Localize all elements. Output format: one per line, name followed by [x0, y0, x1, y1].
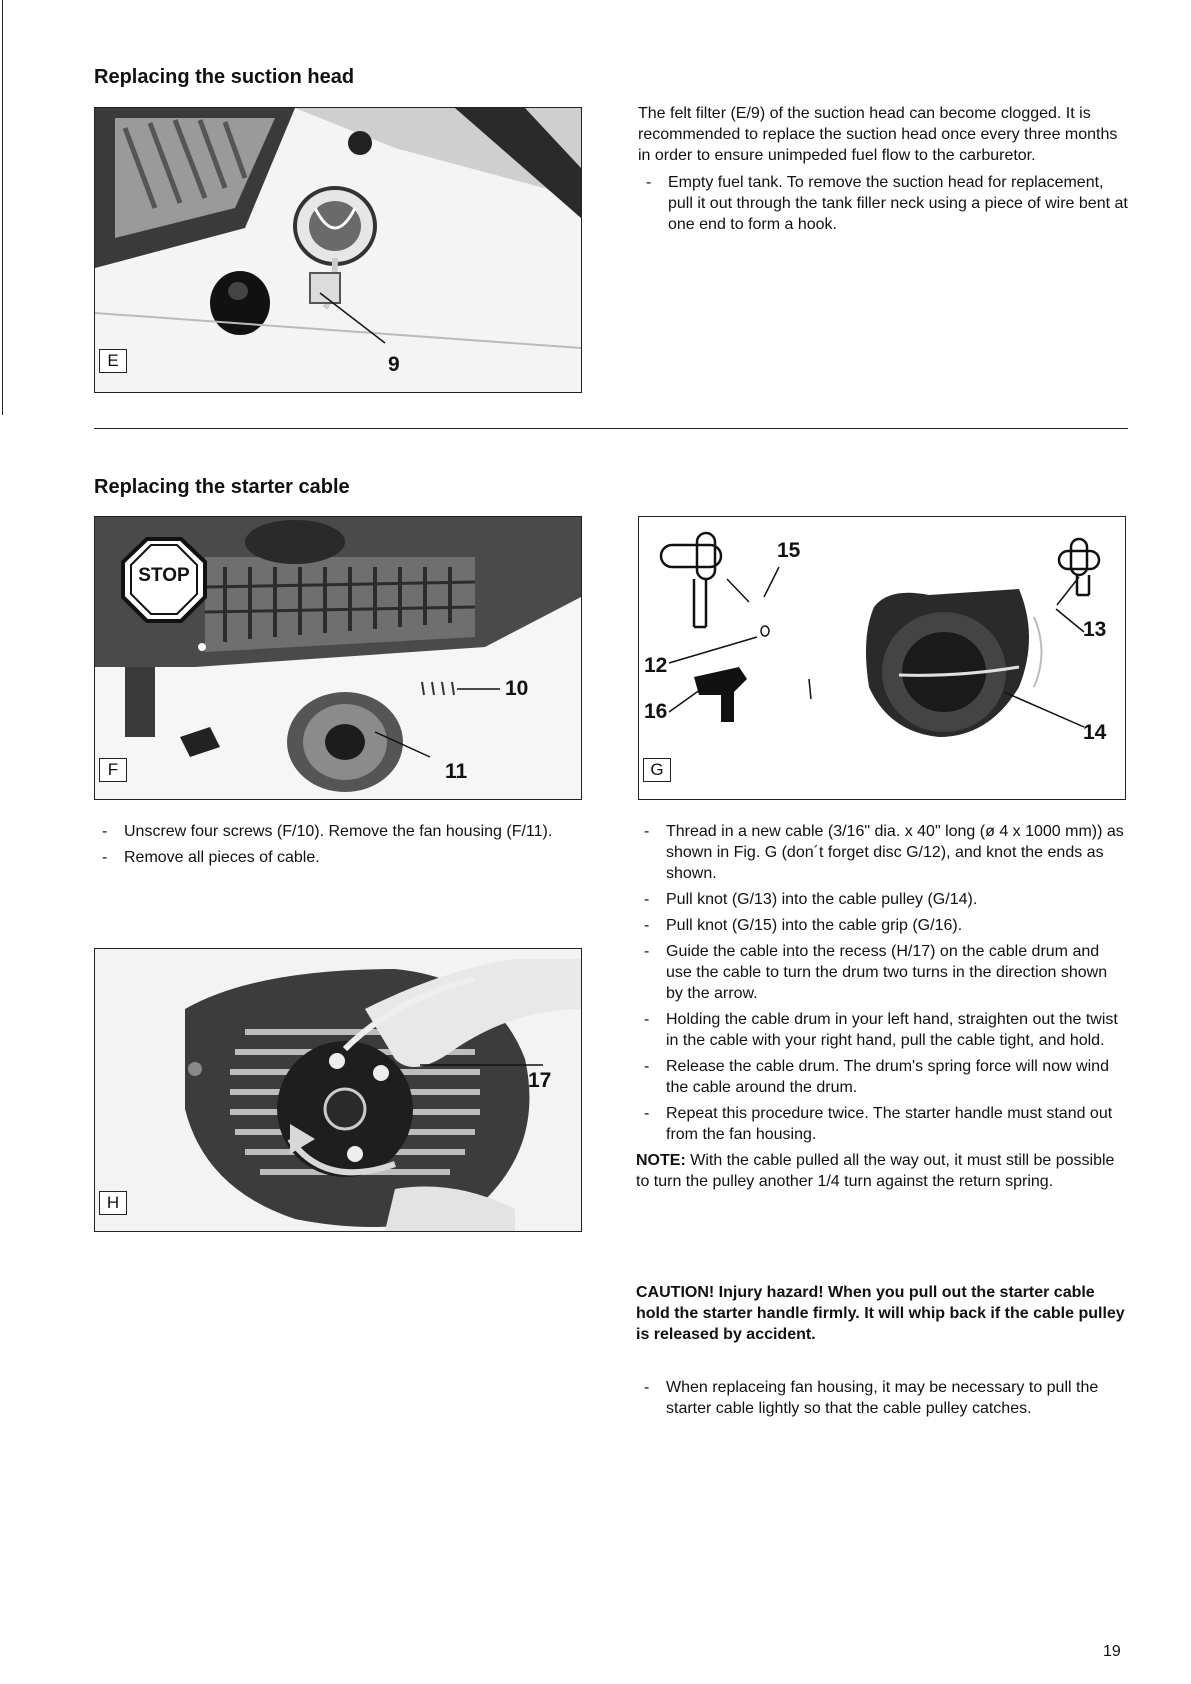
callout-9: 9: [388, 353, 400, 376]
list-item: - Repeat this procedure twice. The starter handle must stand out from the fan housing.: [636, 1103, 1128, 1145]
callout-14: 14: [1083, 721, 1107, 744]
figure-e-label: E: [99, 349, 127, 373]
final-step: [636, 1377, 1128, 1424]
stop-sign-text: STOP: [138, 565, 190, 586]
note-paragraph: [636, 1150, 1128, 1192]
list-item: - Remove all pieces of cable.: [94, 847, 584, 868]
callout-11: 11: [445, 760, 468, 783]
callout-13: 13: [1083, 618, 1107, 641]
figure-g-label: G: [643, 758, 671, 782]
note-label: NOTE:: [636, 1152, 686, 1169]
figure-f-label: F: [99, 758, 127, 782]
callout-15: 15: [777, 539, 801, 562]
suction-head-text: [638, 103, 1128, 240]
note-text: With the cable pulled all the way out, it must still be possible to turn the pulley another 1/4 turn against the return spring.: [636, 1152, 1115, 1190]
list-item: - Guide the cable into the recess (H/17) on the cable drum and use the cable to turn the drum two turns in the direction shown by the arrow.: [636, 941, 1128, 1004]
figure-h-label: H: [99, 1191, 127, 1215]
starter-cable-instructions: [636, 821, 1128, 1192]
figure-e-illustration: [95, 108, 581, 392]
list-item: - Thread in a new cable (3/16" dia. x 40" long (ø 4 x 1000 mm)) as shown in Fig. G (don´t forget disc G/12), and knot the ends as shown.: [636, 821, 1128, 884]
callout-17: 17: [528, 1069, 552, 1092]
callout-10: 10: [505, 677, 529, 700]
section-title-starter-cable: Replacing the starter cable: [94, 476, 350, 498]
figure-e: [94, 107, 582, 393]
margin-rule: [2, 0, 3, 415]
list-item: - When replaceing fan housing, it may be necessary to pull the starter cable lightly so that the cable pulley catches.: [636, 1377, 1128, 1419]
list-item: - Release the cable drum. The drum's spring force will now wind the cable around the drum.: [636, 1056, 1128, 1098]
section-divider: [94, 428, 1128, 429]
suction-head-steps: [638, 172, 1128, 235]
list-item: - Pull knot (G/15) into the cable grip (G/16).: [636, 915, 1128, 936]
section-title-suction-head: Replacing the suction head: [94, 66, 355, 88]
suction-head-intro: The felt filter (E/9) of the suction head can become clogged. It is recommended to replace the suction head once every three months in order to ensure unimpeded fuel flow to the carburetor.: [638, 105, 1118, 164]
list-item: - Pull knot (G/13) into the cable pulley (G/14).: [636, 889, 1128, 910]
fan-housing-steps: [94, 821, 584, 873]
page-number: 19: [1103, 1643, 1121, 1660]
figure-f-illustration: [95, 517, 581, 799]
list-item: - Empty fuel tank. To remove the suction head for replacement, pull it out through the tank filler neck using a piece of wire bent at one end to form a hook.: [638, 172, 1128, 235]
figure-g: [638, 516, 1126, 800]
figure-h: [94, 948, 582, 1232]
list-item: - Unscrew four screws (F/10). Remove the fan housing (F/11).: [94, 821, 584, 842]
figure-f: [94, 516, 582, 800]
figure-h-illustration: [95, 949, 581, 1231]
caution-paragraph: CAUTION! Injury hazard! When you pull out the starter cable hold the starter handle firmly. It will whip back if the cable pulley is released by accident.: [636, 1284, 1125, 1343]
callout-12: 12: [644, 654, 668, 677]
figure-g-illustration: [639, 517, 1125, 799]
callout-16: 16: [644, 700, 668, 723]
list-item: - Holding the cable drum in your left hand, straighten out the twist in the cable with your right hand, pull the cable tight, and hold.: [636, 1009, 1128, 1051]
